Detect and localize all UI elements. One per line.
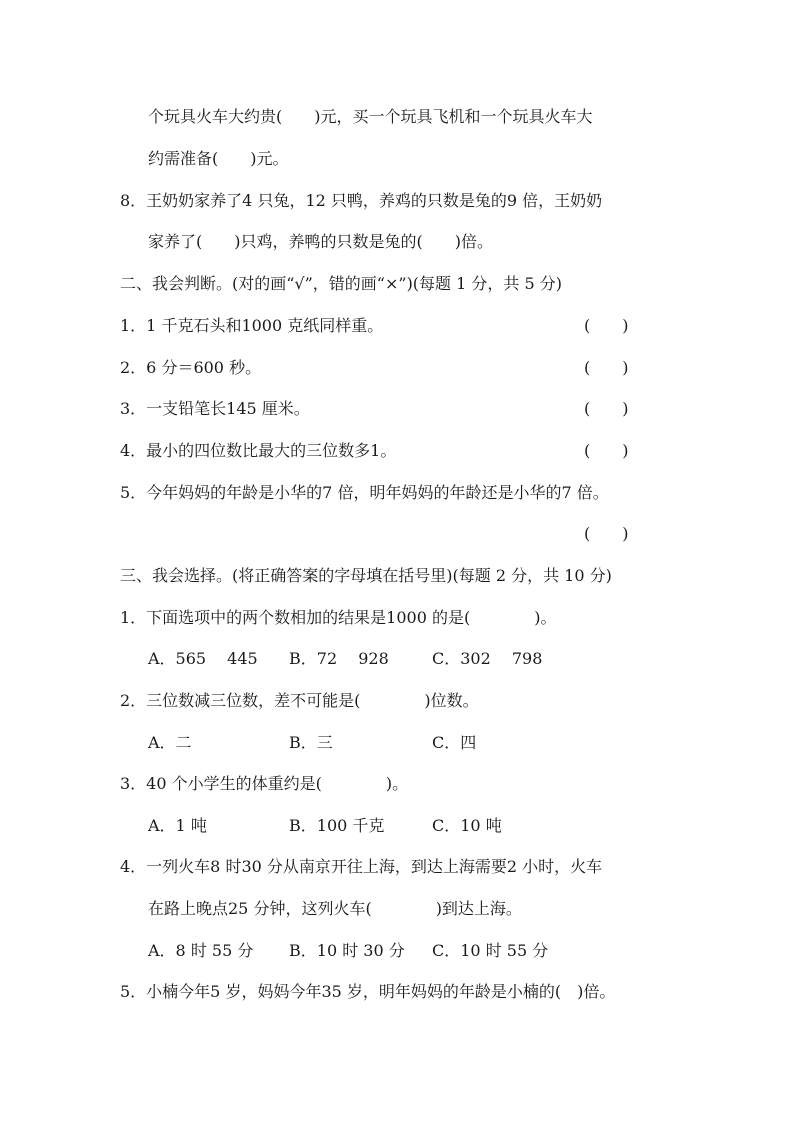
choice-q3-option-b[interactable]: B．100 千克 xyxy=(289,816,385,835)
judge-item-3: 3．一支铅笔长145 厘米。 xyxy=(120,399,310,418)
q8-line2: 家养了( )只鸡，养鸭的只数是兔的( )倍。 xyxy=(148,232,493,251)
judge-item-2: 2．6 分＝600 秒。 xyxy=(120,358,262,377)
section2-title: 二、我会判断。(对的画“√”，错的画“×”)(每题 1 分，共 5 分) xyxy=(120,274,562,293)
choice-q3-option-c[interactable]: C．10 吨 xyxy=(432,816,502,835)
choice-q1-option-c[interactable]: C．302 798 xyxy=(432,649,543,668)
choice-q2-option-c[interactable]: C．四 xyxy=(432,733,477,752)
q8-line1: 8．王奶奶家养了4 只兔，12 只鸭，养鸡的只数是兔的9 倍，王奶奶 xyxy=(120,191,603,210)
choice-q1-option-b[interactable]: B．72 928 xyxy=(289,649,389,668)
judge-answer-5[interactable]: ( ) xyxy=(584,524,629,543)
q7-continuation-line2: 约需准备( )元。 xyxy=(148,149,289,168)
choice-q1: 1．下面选项中的两个数相加的结果是1000 的是( )。 xyxy=(120,608,557,627)
judge-answer-3[interactable]: ( ) xyxy=(584,399,629,418)
choice-q4-line2: 在路上晚点25 分钟，这列火车( )到达上海。 xyxy=(148,899,522,918)
choice-q2: 2．三位数减三位数，差不可能是( )位数。 xyxy=(120,691,479,710)
choice-q4-line1: 4．一列火车8 时30 分从南京开往上海，到达上海需要2 小时，火车 xyxy=(120,857,603,876)
choice-q3-option-a[interactable]: A．1 吨 xyxy=(148,816,207,835)
choice-q4-option-b[interactable]: B．10 时 30 分 xyxy=(289,941,405,960)
choice-q3: 3．40 个小学生的体重约是( )。 xyxy=(120,774,409,793)
judge-answer-4[interactable]: ( ) xyxy=(584,441,629,460)
choice-q2-option-b[interactable]: B．三 xyxy=(289,733,333,752)
judge-item-1: 1．1 千克石头和1000 克纸同样重。 xyxy=(120,316,384,335)
judge-item-5: 5．今年妈妈的年龄是小华的7 倍，明年妈妈的年龄还是小华的7 倍。 xyxy=(120,483,609,502)
choice-q5: 5．小楠今年5 岁，妈妈今年35 岁，明年妈妈的年龄是小楠的( )倍。 xyxy=(120,982,616,1001)
judge-item-4: 4．最小的四位数比最大的三位数多1。 xyxy=(120,441,397,460)
q7-continuation-line1: 个玩具火车大约贵( )元，买一个玩具飞机和一个玩具火车大 xyxy=(148,107,593,126)
choice-q2-option-a[interactable]: A．二 xyxy=(148,733,192,752)
judge-answer-1[interactable]: ( ) xyxy=(584,316,629,335)
choice-q1-option-a[interactable]: A．565 445 xyxy=(148,649,258,668)
choice-q4-option-a[interactable]: A．8 时 55 分 xyxy=(148,941,254,960)
judge-answer-2[interactable]: ( ) xyxy=(584,358,629,377)
choice-q4-option-c[interactable]: C．10 时 55 分 xyxy=(432,941,549,960)
section3-title: 三、我会选择。(将正确答案的字母填在括号里)(每题 2 分，共 10 分) xyxy=(120,566,612,585)
